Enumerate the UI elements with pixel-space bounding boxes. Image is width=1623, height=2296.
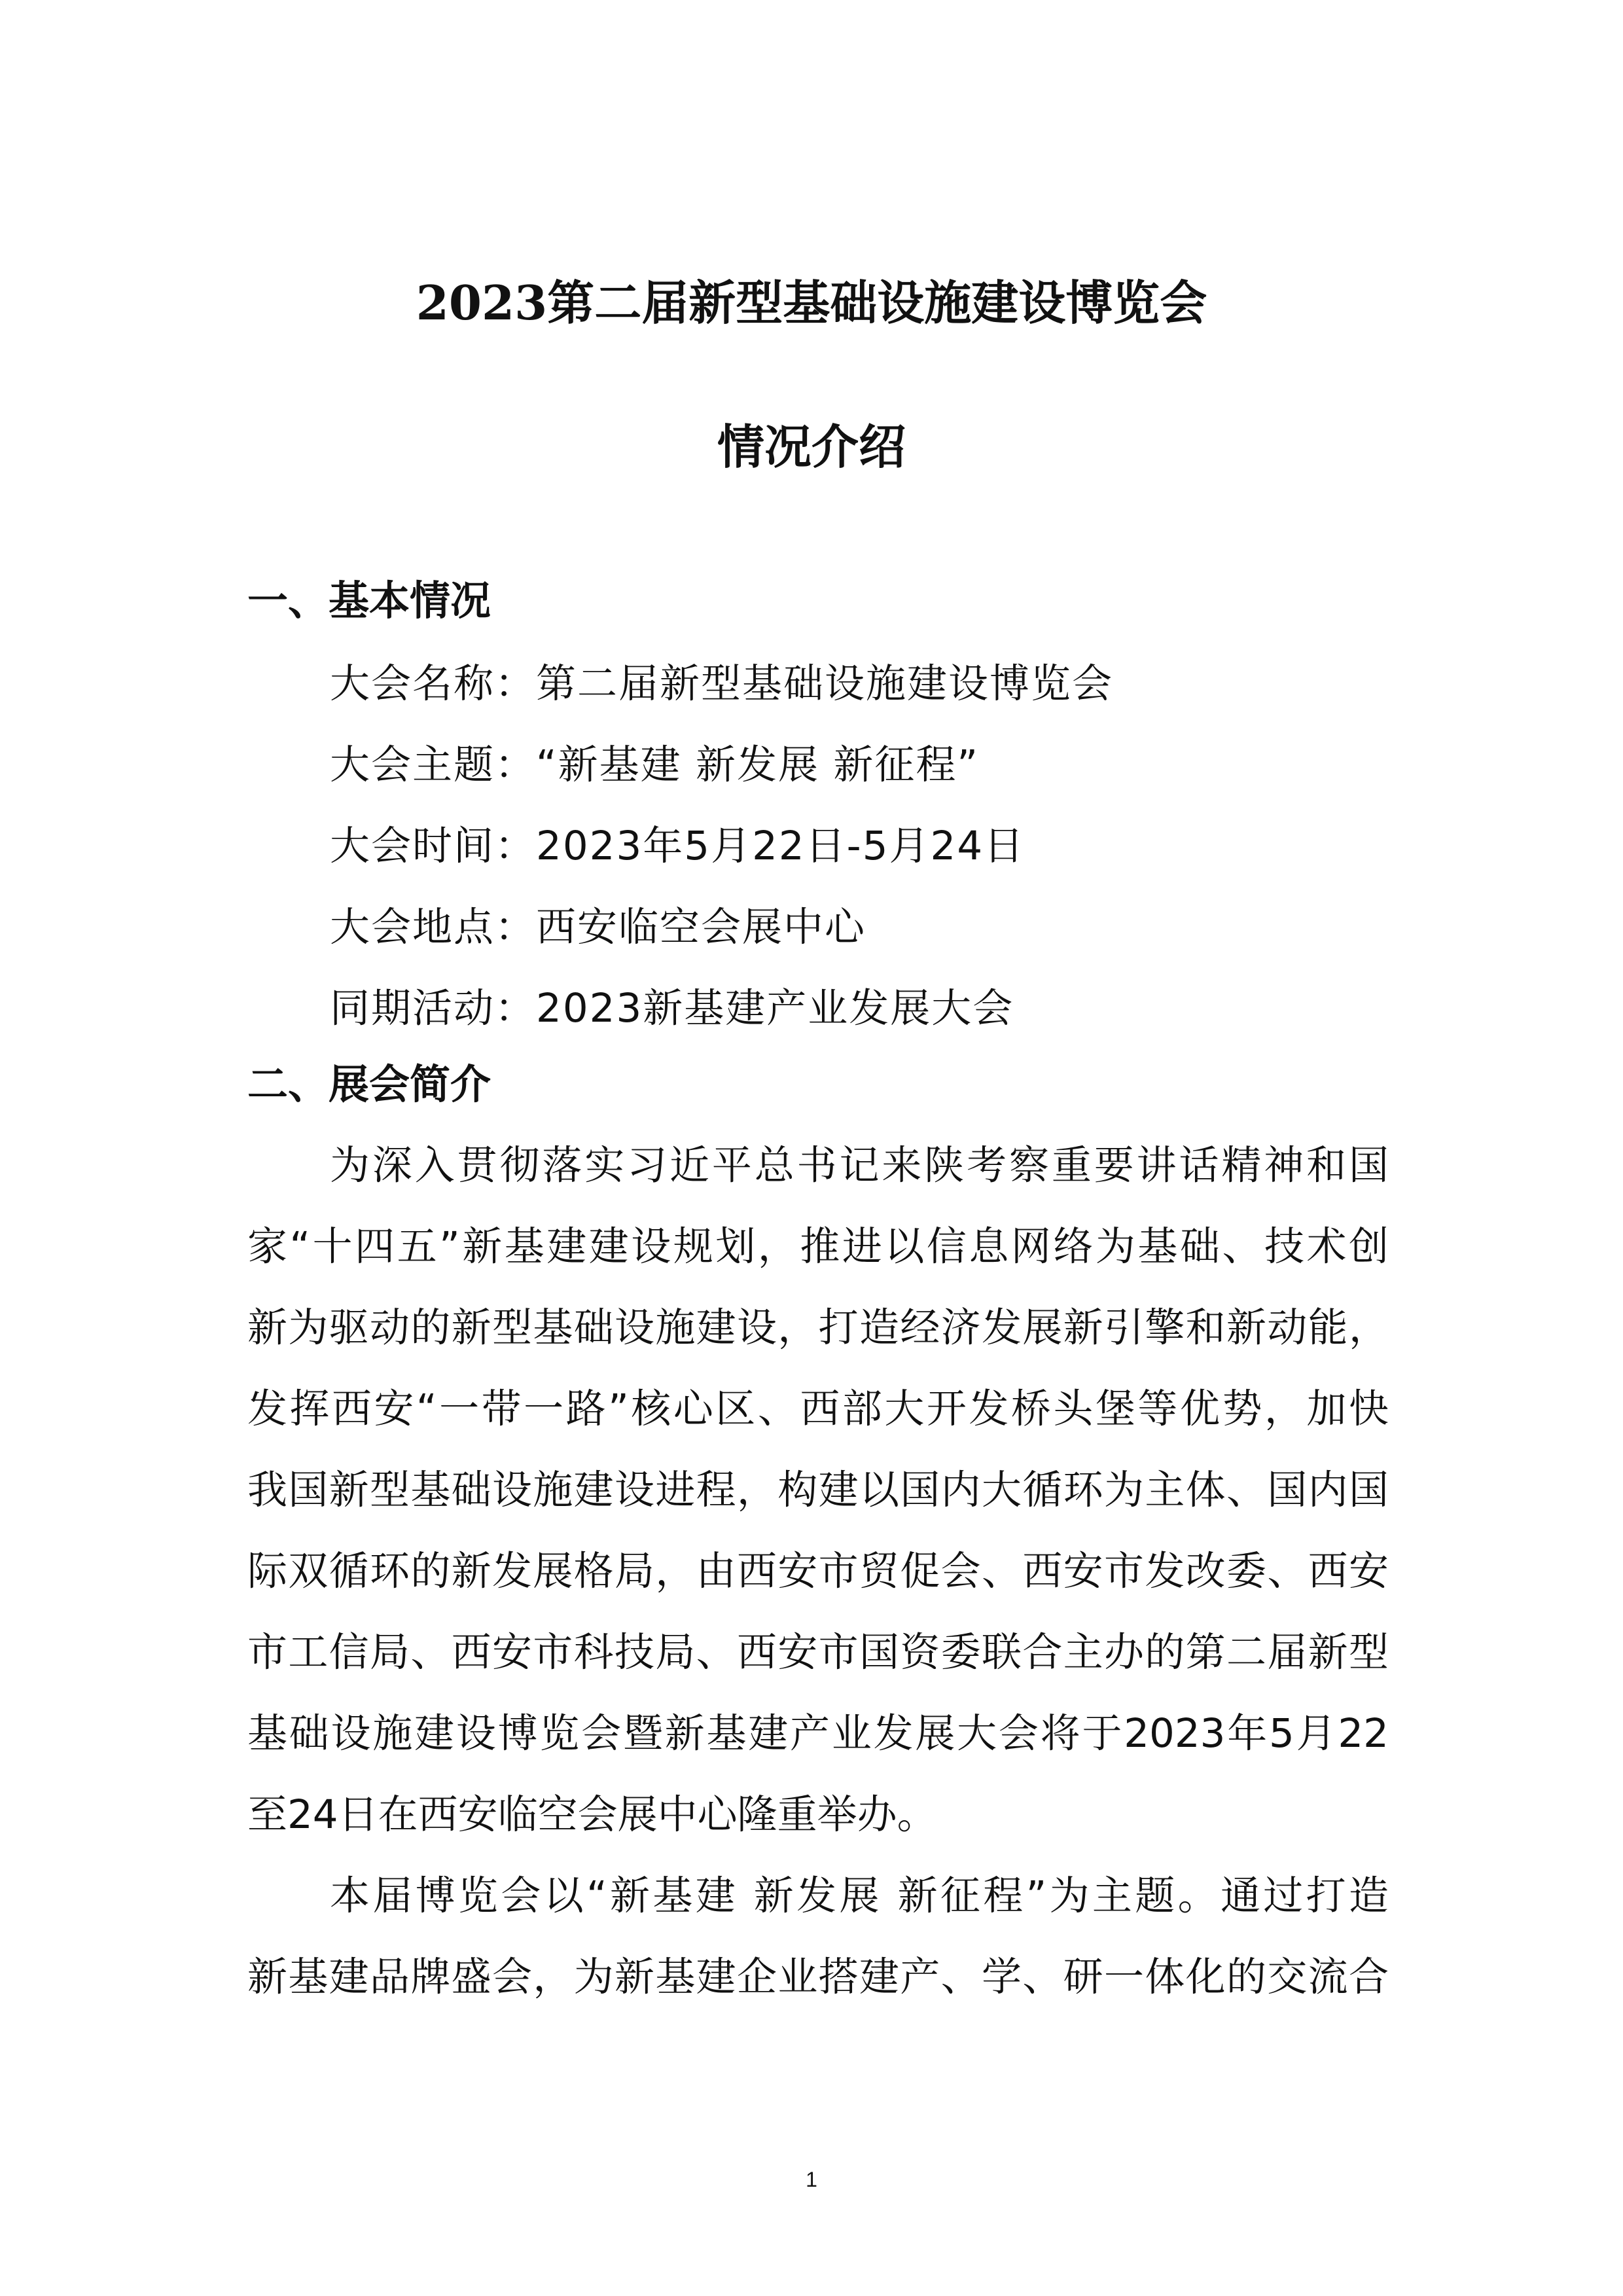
info-label: 大会主题： [330,742,537,788]
document-subtitle: 情况介绍 [717,419,906,475]
info-line-name [330,658,1113,710]
paragraph-line: 发挥西安“一带一路”核心区、西部大开发桥头堡等优势，加快 [247,1386,1389,1432]
section-heading-basic-info: 一、基本情况 [247,577,491,624]
info-label: 同期活动： [330,985,537,1031]
paragraph-line: 为深入贯彻落实习近平总书记来陕考察重要讲话精神和国 [330,1142,1389,1189]
info-value: 第二届新型基础设施建设博览会 [536,660,1114,707]
paragraph-line: 家“十四五”新基建建设规划，推进以信息网络为基础、技术创 [247,1223,1389,1270]
info-line-time [330,820,1025,872]
info-label: 大会地点： [330,904,537,950]
info-line-theme [330,739,979,791]
info-line-location [330,901,866,954]
paragraph-line: 新为驱动的新型基础设施建设，打造经济发展新引擎和新动能， [247,1304,1389,1351]
paragraph-line: 至24日在西安临空会展中心隆重举办。 [247,1791,937,1838]
paragraph-line: 市工信局、西安市科技局、西安市国资委联合主办的第二届新型 [247,1629,1389,1676]
paragraph-line: 我国新型基础设施建设进程，构建以国内大循环为主体、国内国 [247,1467,1389,1513]
info-label: 大会时间： [330,823,537,869]
info-value: 2023年5月22日-5月24日 [536,823,1026,869]
info-label: 大会名称： [330,660,537,707]
document-title: 2023第二届新型基础设施建设博览会 [416,275,1207,331]
paragraph-line: 际双循环的新发展格局，由西安市贸促会、西安市发改委、西安 [247,1548,1389,1594]
section-heading-exhibition-intro: 二、展会简介 [247,1060,491,1108]
info-value: 西安临空会展中心 [536,904,866,950]
info-line-concurrent-event [330,982,1014,1035]
page-number: 1 [806,2168,817,2191]
paragraph-line: 本届博览会以“新基建 新发展 新征程”为主题。通过打造 [330,1873,1389,1919]
paragraph-line: 新基建品牌盛会，为新基建企业搭建产、学、研一体化的交流合 [247,1954,1389,2000]
info-value: “新基建 新发展 新征程” [536,742,980,788]
info-value: 2023新基建产业发展大会 [536,985,1014,1031]
paragraph-line: 基础设施建设博览会暨新基建产业发展大会将于2023年5月22 [247,1710,1389,1757]
